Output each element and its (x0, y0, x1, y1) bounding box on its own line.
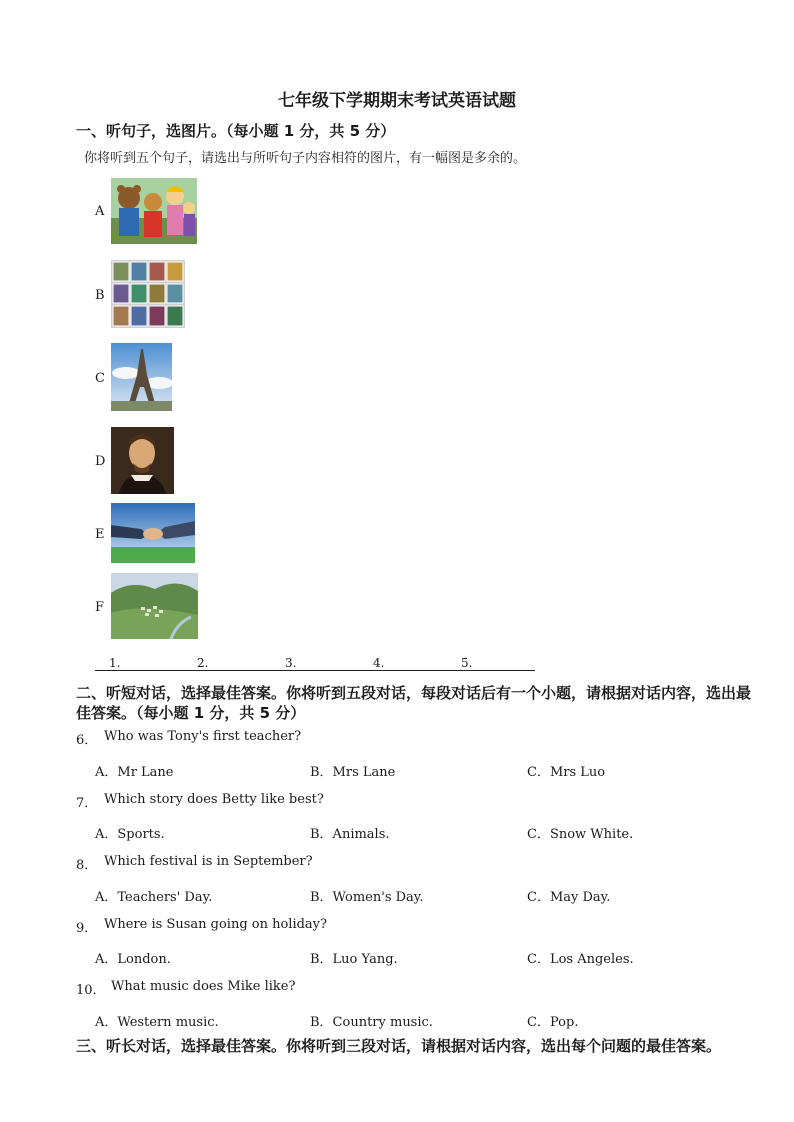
q6-option-b[interactable]: B．Mrs Lane (310, 765, 396, 780)
section3-heading: 三、听长对话，选择最佳答案。你将听到三段对话，请根据对话内容，选出每个问题的最佳答案。 (76, 1037, 722, 1055)
answer-blank-4[interactable]: 4. (373, 656, 385, 670)
picture-c-eiffel-tower (111, 343, 172, 411)
question-number: 10． (76, 983, 106, 998)
question-number: 7． (76, 796, 98, 811)
picture-e-handshake (111, 503, 195, 563)
q7-option-c[interactable]: C．Snow White. (527, 827, 634, 842)
q6-option-c[interactable]: C．Mrs Luo (527, 765, 606, 780)
q8-option-b[interactable]: B．Women's Day. (310, 890, 424, 905)
picture-d-portrait (111, 427, 174, 494)
q9-option-b[interactable]: B．Luo Yang. (310, 952, 398, 967)
picture-label-d: D (95, 454, 106, 469)
answer-blank-5[interactable]: 5. (461, 656, 473, 670)
picture-label-a: A (95, 204, 105, 219)
q9-option-a[interactable]: A．London. (95, 952, 171, 967)
q7-option-a[interactable]: A．Sports. (95, 827, 165, 842)
picture-label-e: E (95, 527, 105, 542)
q8-option-a[interactable]: A．Teachers' Day. (95, 890, 213, 905)
answer-blanks-line (95, 656, 535, 671)
question-text: Which story does Betty like best? (104, 792, 324, 807)
answer-blank-3[interactable]: 3. (285, 656, 297, 670)
answer-blank-1[interactable]: 1. (109, 656, 121, 670)
page-title: 七年级下学期期末考试英语试题 (278, 91, 516, 111)
q6-option-a[interactable]: A．Mr Lane (95, 765, 174, 780)
q10-option-a[interactable]: A．Western music. (95, 1015, 219, 1030)
question-text: Which festival is in September? (104, 854, 313, 869)
answer-blank-2[interactable]: 2. (197, 656, 209, 670)
section1-instruction: 你将听到五个句子，请选出与所听句子内容相符的图片，有一幅图是多余的。 (84, 151, 527, 166)
picture-label-f: F (95, 600, 105, 615)
q9-option-c[interactable]: C．Los Angeles. (527, 952, 634, 967)
q10-option-b[interactable]: B．Country music. (310, 1015, 433, 1030)
section2-heading: 二、听短对话，选择最佳答案。你将听到五段对话，每段对话后有一个小题，请根据对话内容，选出最佳答案。（每小题 1 分，共 5 分） (76, 684, 752, 722)
question-text: Where is Susan going on holiday? (104, 917, 327, 932)
question-text: What music does Mike like? (111, 979, 296, 994)
question-number: 6． (76, 733, 98, 748)
q7-option-b[interactable]: B．Animals. (310, 827, 390, 842)
picture-f-village (111, 573, 198, 639)
picture-b-stamps (111, 260, 185, 328)
q8-option-c[interactable]: C．May Day. (527, 890, 611, 905)
picture-label-c: C (95, 371, 105, 386)
q10-option-c[interactable]: C．Pop. (527, 1015, 579, 1030)
question-text: Who was Tony's first teacher? (104, 729, 302, 744)
section1-heading: 一、听句子，选图片。（每小题 1 分，共 5 分） (76, 122, 396, 140)
question-number: 8． (76, 858, 98, 873)
picture-a-cartoon (111, 178, 197, 244)
picture-label-b: B (95, 288, 105, 303)
question-number: 9． (76, 921, 98, 936)
